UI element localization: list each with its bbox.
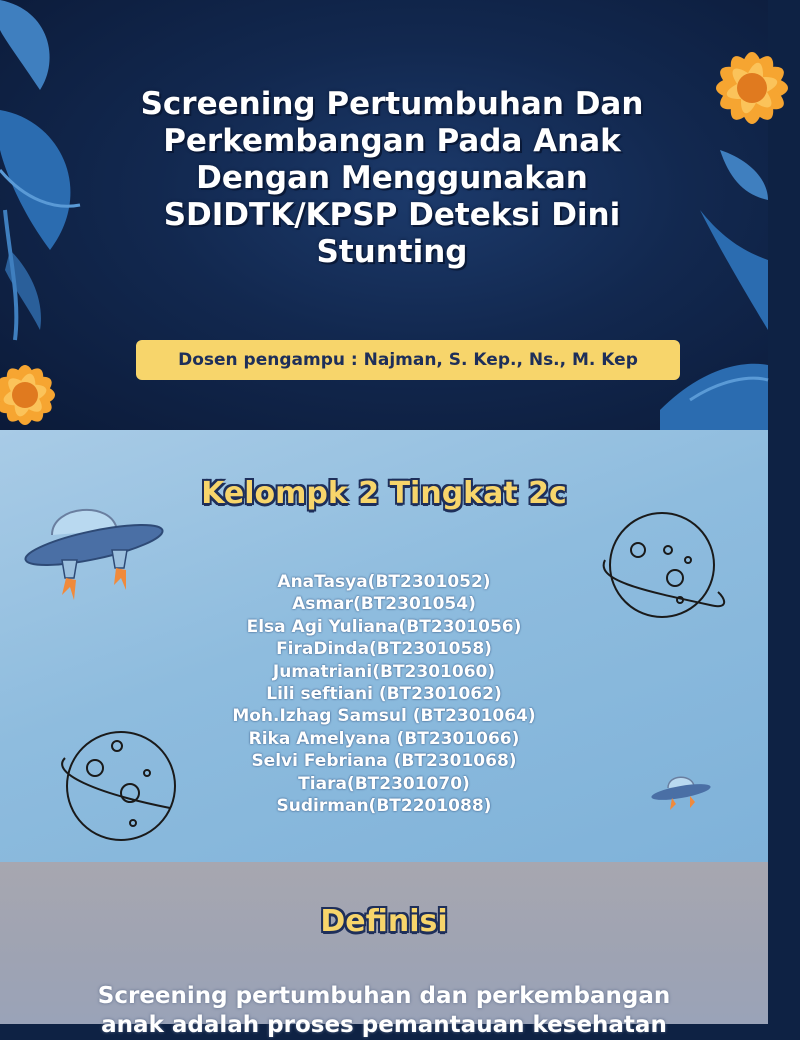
list-item: AnaTasya(BT2301052) (277, 572, 491, 592)
list-item: Asmar(BT2301054) (292, 594, 476, 615)
list-item: Moh.Izhag Samsul (BT2301064) (232, 706, 536, 727)
title-slide (0, 0, 768, 430)
slide-title: Screening Pertumbuhan Dan Perkembangan Pada Anak Dengan Menggunakan SDIDTK/KPSP Deteksi Dini Stunting (140, 86, 644, 270)
definition-text: Screening pertumbuhan dan perkembangan anak adalah proses pemantauan kesehatan (97, 983, 671, 1038)
group-slide (0, 430, 768, 862)
list-item: Tiara(BT2301070) (298, 773, 470, 794)
definition-heading: Definisi (320, 904, 448, 939)
list-item: Lili seftiani (BT2301062) (266, 684, 502, 705)
list-item: Rika Amelyana (BT2301066) (248, 728, 520, 749)
list-item: Selvi Febriana (BT2301068) (251, 751, 517, 772)
ufo-icon (650, 768, 712, 818)
member-list (180, 571, 588, 817)
flower-icon (690, 28, 800, 148)
planet-icon (55, 728, 180, 843)
list-item: Sudirman(BT2201088) (276, 796, 492, 817)
list-item: Jumatriani(BT2301060) (272, 661, 496, 682)
group-heading: Kelompk 2 Tingkat 2c (201, 476, 567, 511)
planet-icon (600, 510, 730, 620)
list-item: Elsa Agi Yuliana(BT2301056) (246, 616, 522, 637)
list-item: FiraDinda(BT2301058) (276, 639, 492, 660)
definition-slide (0, 862, 768, 1038)
lecturer-label: Dosen pengampu : Najman, S. Kep., Ns., M. Kep (136, 340, 680, 380)
